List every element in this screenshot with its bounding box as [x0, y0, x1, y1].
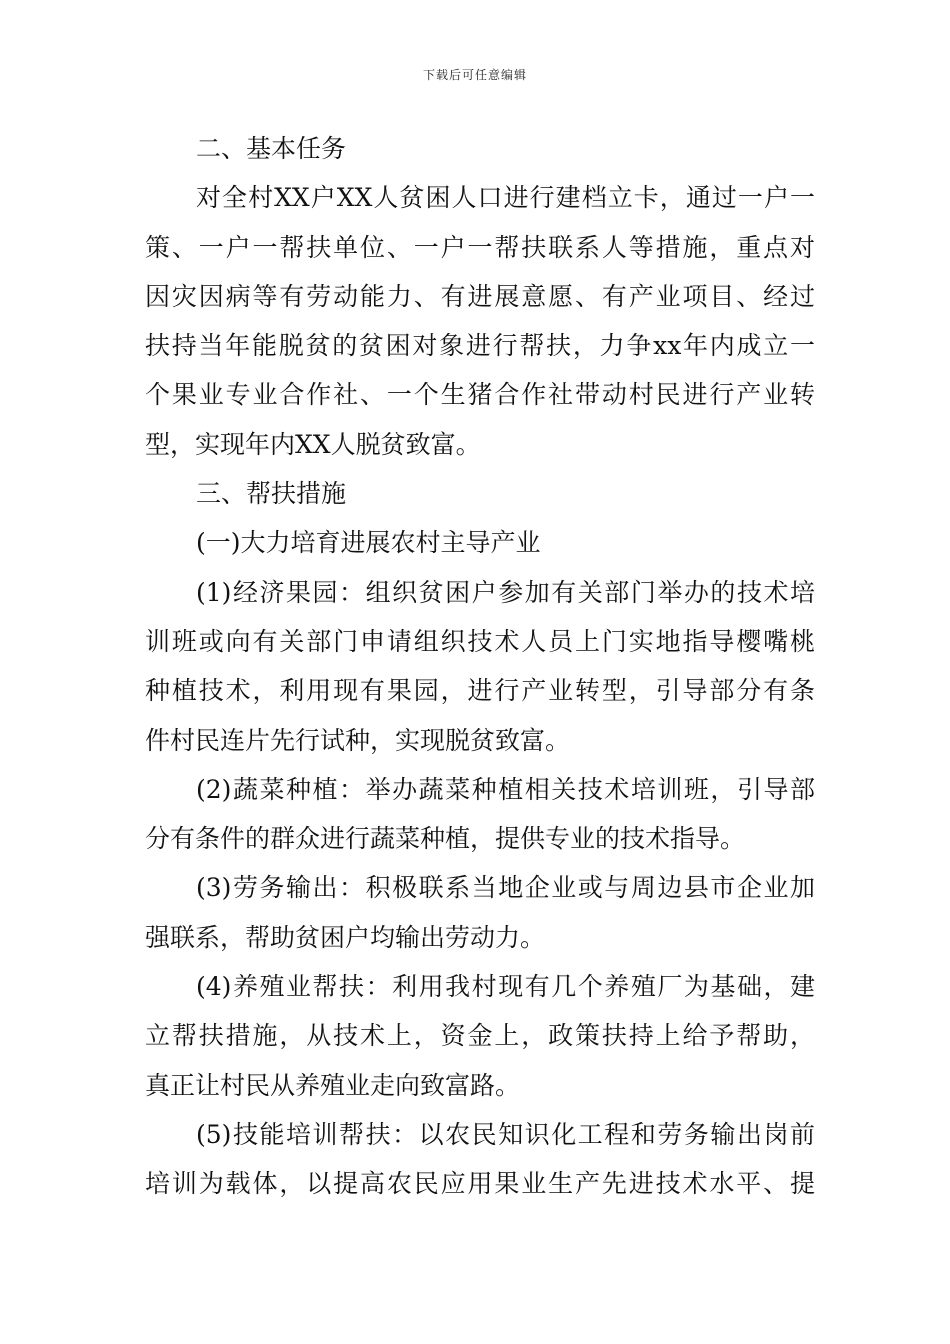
text-line: 强联系，帮助贫困户均输出劳动力。: [145, 922, 546, 952]
text-line: 分有条件的群众进行蔬菜种植，提供专业的技术指导。: [145, 824, 746, 854]
text-line: 真正让村民从养殖业走向致富路。: [145, 1070, 521, 1100]
text-line: 对全村XX户XX人贫困人口进行建档立卡，通过一户一: [196, 183, 815, 213]
text-line: (一)大力培育进展农村主导产业: [196, 528, 541, 558]
text-line: 个果业专业合作社、一个生猪合作社带动村民进行产业转: [145, 380, 815, 410]
text-line: (4)养殖业帮扶：利用我村现有几个养殖厂为基础，建: [196, 972, 815, 1002]
header-note: 下载后可任意编辑: [422, 68, 527, 82]
text-line: 型，实现年内XX人脱贫致富。: [145, 429, 481, 459]
text-line: 策、一户一帮扶单位、一户一帮扶联系人等措施，重点对: [145, 232, 815, 262]
text-line: 扶持当年能脱贫的贫困对象进行帮扶，力争xx年内成立一: [145, 331, 815, 361]
text-line: 件村民连片先行试种，实现脱贫致富。: [145, 725, 571, 755]
text-line: (3)劳务输出：积极联系当地企业或与周边县市企业加: [196, 873, 815, 903]
text-line: (1)经济果园：组织贫困户参加有关部门举办的技术培: [196, 577, 815, 607]
text-line: 立帮扶措施，从技术上，资金上，政策扶持上给予帮助，: [145, 1021, 815, 1051]
text-line: 培训为载体，以提高农民应用果业生产先进技术水平、提: [145, 1169, 815, 1199]
document-body: [145, 124, 815, 1209]
text-line: (2)蔬菜种植：举办蔬菜种植相关技术培训班，引导部: [196, 774, 815, 804]
text-line: 二、基本任务: [196, 134, 347, 163]
text-line: 训班或向有关部门申请组织技术人员上门实地指导樱嘴桃: [145, 626, 815, 656]
text-line: 三、帮扶措施: [196, 479, 347, 509]
text-line: (5)技能培训帮扶：以农民知识化工程和劳务输出岗前: [196, 1119, 815, 1149]
text-line: 因灾因病等有劳动能力、有进展意愿、有产业项目、经过: [145, 281, 815, 311]
text-line: 种植技术，利用现有果园，进行产业转型，引导部分有条: [145, 676, 815, 706]
